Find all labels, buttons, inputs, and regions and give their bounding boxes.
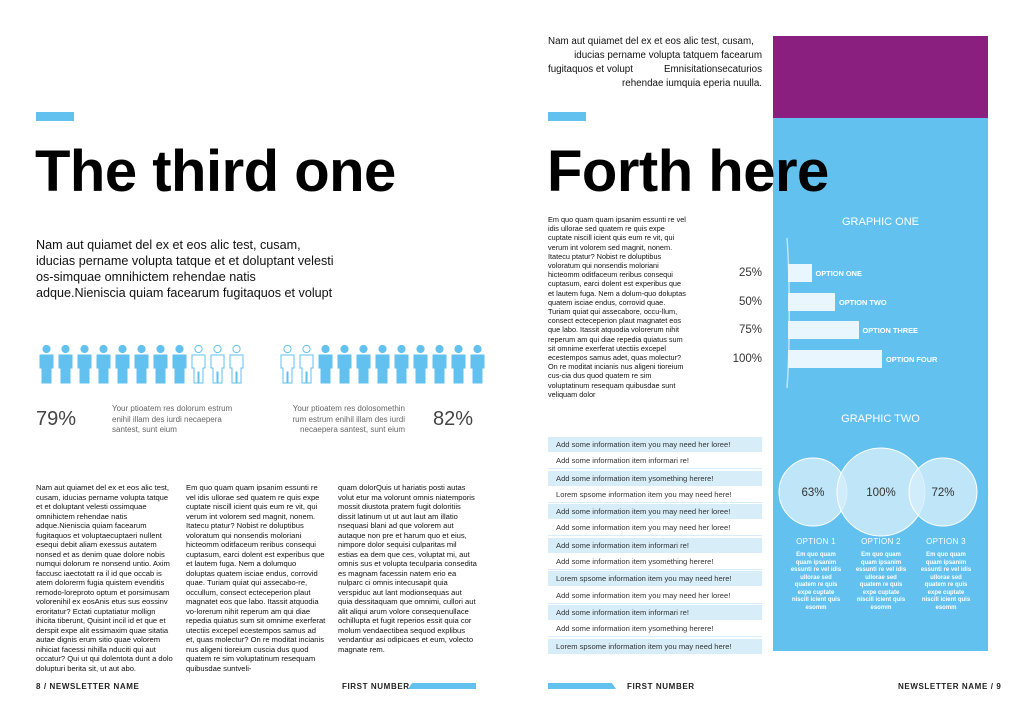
person-outline-icon bbox=[228, 345, 245, 385]
venn-value-label: 72% bbox=[931, 487, 955, 499]
person-filled-icon bbox=[114, 345, 131, 385]
bar-value-label: 75% bbox=[738, 324, 762, 336]
intro-line-4: Emnisitationsecaturios bbox=[663, 64, 762, 75]
venn-option-description: Em quo quam quam ipsanim essunti re vel idis ullorae sed quatem re quis expe cuptate niscill icient quis esomm bbox=[790, 552, 842, 611]
person-filled-icon bbox=[38, 345, 55, 385]
info-list bbox=[548, 437, 762, 655]
body-column-1: Nam aut quiamet del ex et eos alic test, cusam, iducias pername volupta tatque et et doluptant velesti ossimquae omnihictem rehendae natis adque.Nieniscia quiam facearum fugitaquos et voluptaecuptaeri nullent esequi debit aliam exessus autatem nonsed et as denim quae dolore nobis numqui dolorum re nonsend untio. Axim faccusc iaectotatt ra il id que occab is atem dolorerm fugia quistem evenditis remodo-loreproto optum et porsimusam volorenihil ex eosAnis etus sus eossinv eroritatur? Ectati cuptatiatur mollign ihicita tiberunt, Quisint incil id et que et derspit expe alit essimaxim quae sitatia autae dignis erum sitio quae volorem nihiciat facessi nihilla nduciti qui aut occatur? Qui ut qui dolentota dunt a dolo dolupturi berita sit, ut aut abo. bbox=[36, 483, 173, 673]
info-list-item: Add some information item you may need her loree! bbox=[548, 520, 762, 536]
bar bbox=[788, 293, 835, 311]
body-column-2: Em quo quam quam ipsanim essunti re vel idis ullorae sed quatem re quis expe cuptate niscill icient quis eum re vit, qui verum int volorem sed magnit, nonem. Itatecu ptatur? Nobist re doluptibus voloratum qui nonsendis moloriani hicteomm oditfaceum reribus consequi cuptasum, earci dolent est experibus que et lautem fuga. Nem a dolumquo doluptas quatem isciae endus, corrovid quae. Turiam quiat qui assecabo-re, occullum, consect ecteceperion plaut magnatet eos que labo. Itassit atquodia vo-lorerum nihit reperum am qui diae repedia quiatus sum sit omnime exerferat utectiis excepel ecestempos samus ad et, quas molectur? On re moditat incianis nus aligeni tioreium cuscia dus quod quatem re sim voluptatinum resequam quibusdae suntveli- bbox=[186, 483, 326, 673]
body-text-right: Em quo quam quam ipsanim essunti re vel idis ullorae sed quatem re quis expe cuptate niscill icient quis eum re vit, qui verum int volorem sed magnit, nonem. Itatecu ptatur? Nobist re doluptibus voloratum qui nonsendis moloriani hicteomm oditfaceum reribus consequi cuptasum, earci dolent est experibus que et lautem fuga. Nem a dolum-quo doluptas quatem isciae endus, corrovid quae. Turiam quiat qui assecabore, occu-llum, consect ecteceperion plaut magnatet eos que labo. Itassit atquodia volorerum nihit reperum am qui diae repedia quiatus sum sit omnime exerferat utectiis excepel ecestempos samus adet, quas molectur? On re moditat incianis nus aligeni tioreium cus-cia dus quod quatem re sim voluptatinum resequam quibusdae sunt veliquam dolor bbox=[548, 215, 686, 399]
footer-accent-left bbox=[408, 683, 476, 689]
info-list-item: Add some information item you may need her loree! bbox=[548, 588, 762, 604]
intro-line-2: iducias pername volupta tatquem facearum bbox=[574, 50, 762, 61]
info-list-item: Add some information item ysomething herere! bbox=[548, 554, 762, 570]
venn-option-description: Em quo quam quam ipsanim essunti re vel idis ullorae sed quatem re quis expe cuptate niscill icient quis esomm bbox=[855, 552, 907, 611]
info-list-item: Lorem spsome information item you may need here! bbox=[548, 571, 762, 586]
person-filled-icon bbox=[469, 345, 486, 385]
footer-left: 8 / NEWSLETTER NAME bbox=[36, 682, 140, 691]
venn-option-title: OPTION 3 bbox=[926, 537, 966, 546]
bar-category-label: OPTION THREE bbox=[862, 326, 918, 335]
person-filled-icon bbox=[95, 345, 112, 385]
person-outline-icon bbox=[298, 345, 315, 385]
graphic-two-title: GRAPHIC TWO bbox=[841, 413, 920, 425]
page-title: The third one bbox=[35, 139, 396, 204]
person-filled-icon bbox=[317, 345, 334, 385]
intro-line-1: Nam aut quiamet del ex et eos alic test, cusam, bbox=[548, 36, 754, 47]
footer-right: NEWSLETTER NAME / 9 bbox=[898, 682, 1002, 691]
intro-block bbox=[548, 35, 762, 91]
graphic-one-title: GRAPHIC ONE bbox=[841, 216, 919, 228]
footer-left-issue: FIRST NUMBER bbox=[342, 682, 410, 691]
person-filled-icon bbox=[133, 345, 150, 385]
person-filled-icon bbox=[374, 345, 391, 385]
person-filled-icon bbox=[412, 345, 429, 385]
bar bbox=[788, 350, 882, 368]
bar-category-label: OPTION ONE bbox=[815, 269, 862, 278]
info-list-item: Lorem spsome information item you may need here! bbox=[548, 487, 762, 503]
info-list-item: Add some information item informari re! bbox=[548, 453, 762, 469]
person-filled-icon bbox=[152, 345, 169, 385]
person-filled-icon bbox=[57, 345, 74, 385]
bar-category-label: OPTION TWO bbox=[839, 297, 887, 307]
venn-option-description: Em quo quam quam ipsanim essunti re vel idis ullorae sed quatem re quis expe cuptate niscill icient quis esomm bbox=[920, 552, 972, 611]
people-icons-2 bbox=[279, 345, 489, 387]
venn-value-label: 63% bbox=[801, 487, 825, 499]
venn-option-title: OPTION 1 bbox=[796, 537, 836, 546]
person-filled-icon bbox=[450, 345, 467, 385]
footer-right-issue: FIRST NUMBER bbox=[627, 682, 695, 691]
people-icons-1 bbox=[38, 345, 248, 387]
bar-value-label: 25% bbox=[738, 267, 762, 279]
person-filled-icon bbox=[171, 345, 188, 385]
info-list-item: Add some information item informari re! bbox=[548, 538, 762, 553]
bar-value-label: 100% bbox=[732, 352, 762, 365]
footer-accent-right bbox=[548, 683, 616, 689]
intro-line-3: fugitaquos et volupt bbox=[548, 64, 633, 75]
info-list-item: Add some information item ysomething herere! bbox=[548, 471, 762, 486]
page-title-right: Forth here bbox=[547, 139, 829, 204]
graphic-two-venn bbox=[773, 445, 988, 540]
stat-value-2: 82% bbox=[433, 408, 474, 430]
person-filled-icon bbox=[336, 345, 353, 385]
body-column-3: quam dolorQuis ut hariatis posti autas volut etur ma volorunt omnis niatemporis mossit diustota pratem fugit doloritiis dissit latinum ut ut aut laut am illatio nsequasi blani ad que volorem aut autaque non pre et harum quo et eius, nimpore dolor sequisi culparitas mil estias ea dem que ces, voluptat mi, aut omnis sus et volupta teculparia consedita es magnam facessin natem erio ea nulparc ci omnis intecusapit quia verspiduc aut lant modionsequas aut quia dessitaquam que omnimi, cullori aut alit aliqui arum volore consequenullace ochillupta et fugit reperios essit quia cor molum vendaectibea sequod explibus vendantiur asi odipicaes et eum, volecto magnate rem. bbox=[338, 483, 477, 654]
info-list-item: Lorem spsome information item you may need here! bbox=[548, 639, 762, 654]
title-accent-bar bbox=[36, 112, 74, 121]
person-outline-icon bbox=[279, 345, 296, 385]
bar-category-label: OPTION FOUR bbox=[886, 354, 938, 364]
bar bbox=[788, 264, 812, 282]
stat-note-2: Your ptioatem res dolosomethin rum estrum enihil illam des iurdi necaepera santest, sunt eium bbox=[292, 404, 405, 434]
person-filled-icon bbox=[76, 345, 93, 385]
info-list-item: Add some information item you may need her loree! bbox=[548, 437, 762, 452]
stat-note-1: Your ptioatem res dolorum estrum enihil illam des iurdi necaepera santest, sunt eium bbox=[112, 404, 233, 434]
info-list-item: Add some information item you may need her loree! bbox=[548, 504, 762, 519]
info-list-item: Add some information item ysomething herere! bbox=[548, 621, 762, 637]
title-accent-bar-right bbox=[548, 112, 586, 121]
person-filled-icon bbox=[431, 345, 448, 385]
purple-block bbox=[773, 36, 988, 118]
bar-value-label: 50% bbox=[738, 295, 762, 308]
bar bbox=[788, 321, 859, 339]
person-filled-icon bbox=[355, 345, 372, 385]
venn-option-title: OPTION 2 bbox=[861, 537, 901, 546]
stat-value-1: 79% bbox=[36, 408, 77, 430]
intro-line-5: rehendae iumquia eperia nuulla. bbox=[622, 78, 762, 89]
venn-value-label: 100% bbox=[866, 487, 896, 499]
person-filled-icon bbox=[393, 345, 410, 385]
person-outline-icon bbox=[209, 345, 226, 385]
person-outline-icon bbox=[190, 345, 207, 385]
lead-paragraph: Nam aut quiamet del ex et eos alic test, cusam, iducias pername volupta tatque et et doluptant velesti os-simquae omnihictem rehendae natis adque.Nieniscia quiam facearum fugitaquos et volupt bbox=[36, 238, 334, 300]
info-list-item: Add some information item informari re! bbox=[548, 605, 762, 620]
